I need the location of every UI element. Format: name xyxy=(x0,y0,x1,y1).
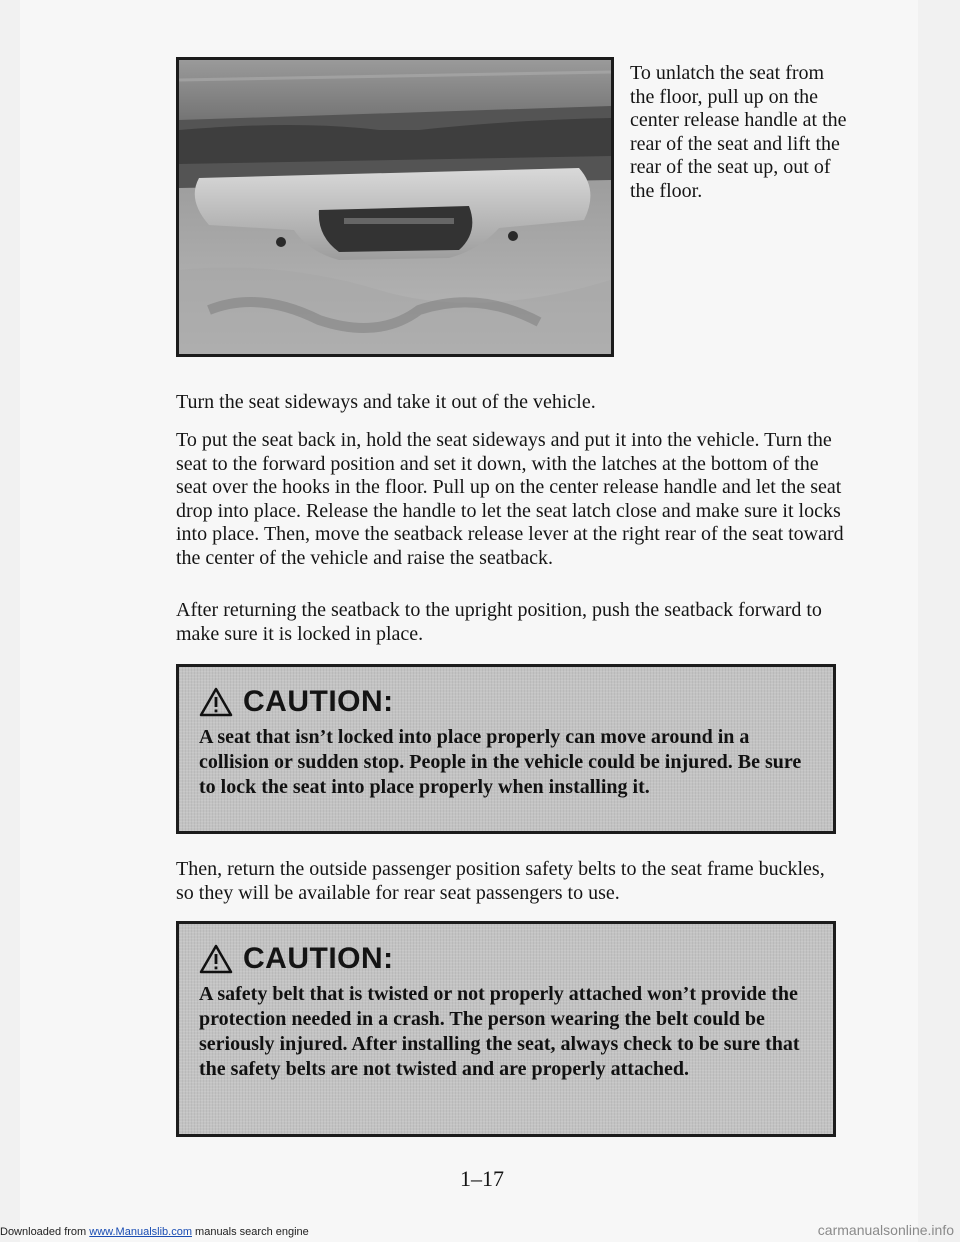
caution-box-seat-lock xyxy=(176,664,836,834)
manualslib-link[interactable]: www.Manualslib.com xyxy=(89,1226,192,1238)
photo-illustration xyxy=(179,60,611,354)
caution-title: CAUTION: xyxy=(243,942,394,975)
manual-page xyxy=(20,0,918,1242)
paragraph-reinstall-seat: To put the seat back in, hold the seat sideways and put it into the vehicle. Turn the seat to the forward position and set it down, with the latches at the bottom of the seat over the hooks in the floor. Pull up on the center release handle and let the seat drop into place. Release the handle to let the seat latch close and make sure it locks into place. Then, move the seatback release lever at the right rear of the seat toward the center of the vehicle and raise the seatback. xyxy=(176,429,844,569)
warning-triangle-icon xyxy=(199,944,233,974)
footer-suffix: manuals search engine xyxy=(191,1226,309,1238)
caution-title: CAUTION: xyxy=(243,685,394,718)
paragraph-remove-seat: Turn the seat sideways and take it out of the vehicle. xyxy=(176,391,596,413)
caution-box-safety-belt xyxy=(176,921,836,1137)
paragraph-lock-seatback: After returning the seatback to the upright position, push the seatback forward to make sure it is locked in place. xyxy=(176,599,822,645)
warning-triangle-icon xyxy=(199,687,233,717)
watermark-text: carmanualsonline.info xyxy=(817,1222,954,1238)
paragraph-return-belts: Then, return the outside passenger position safety belts to the seat frame buckles, so they will be available for rear seat passengers to use. xyxy=(176,858,825,904)
caution-text: A safety belt that is twisted or not properly attached won’t provide the protection needed in a crash. The person wearing the belt could be seriously injured. After installing the seat, always check to be sure that the safety belts are not twisted and are properly attached. xyxy=(199,983,800,1080)
seat-release-handle-photo xyxy=(176,57,614,357)
footer-prefix: Downloaded from xyxy=(0,1226,90,1238)
caution-header xyxy=(199,942,813,976)
page-number: 1–17 xyxy=(460,1166,504,1191)
download-footer xyxy=(0,1226,309,1238)
caution-text: A seat that isn’t locked into place properly can move around in a collision or sudden stop. People in the vehicle could be injured. Be sure to lock the seat into place properly when installing it. xyxy=(199,726,802,798)
photo-caption-text: To unlatch the seat from the floor, pull up on the center release handle at the rear of the seat and lift the rear of the seat up, out of the floor. xyxy=(630,62,847,202)
caution-header xyxy=(199,685,813,719)
